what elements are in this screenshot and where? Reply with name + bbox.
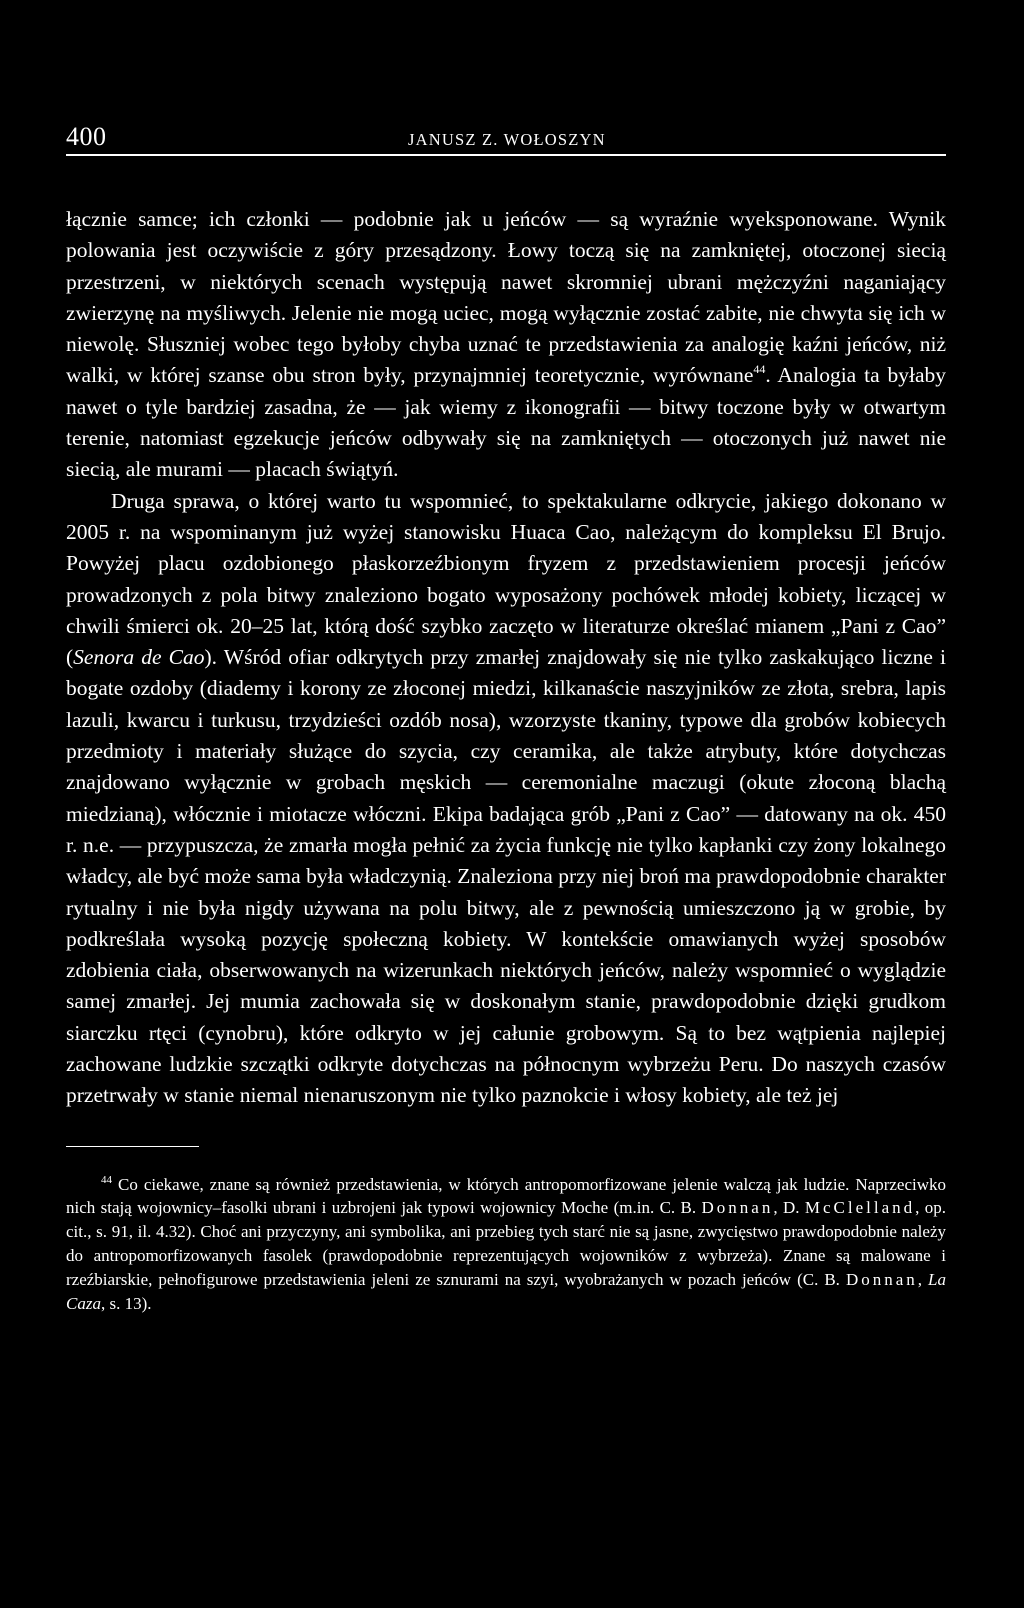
footnote-text: Co ciekawe, znane są również przedstawienia, w których antropomorfizowane jelenie walczą jak ludzie. Naprzeciwko nich stają wojownicy–fasolki ubrani i uzbrojeni jak typowi wojownicy Moche (m.in. C. B.	[66, 1174, 946, 1218]
page-number: 400	[66, 122, 107, 151]
page-header	[66, 118, 946, 156]
header-rule	[66, 154, 946, 156]
footnote-reference[interactable]: 44	[753, 362, 766, 377]
author-name: Donnan	[845, 1269, 918, 1289]
paragraph	[66, 486, 946, 1112]
footnote-rule	[66, 1146, 199, 1147]
body-text	[66, 204, 946, 1112]
italic-term: Senora de Cao	[73, 645, 205, 670]
author-name: McClelland	[804, 1198, 916, 1218]
paragraph-text: łącznie samce; ich członki — podobnie jak u jeńców — są wyraźnie wyeksponowane. Wynik polowania jest oczywiście z góry przesądzony. Łowy toczą się na zamkniętej, otoczonej siecią przestrzeni, w niektórych scenach występują nawet skromniej ubrani mężczyźni naganiający zwierzynę na myśliwych. Jelenie nie mogą uciec, mogą wyłącznie zostać zabite, nie chwyta się ich w niewolę. Słuszniej wobec tego byłoby chyba uznać te przedstawienia za analogię kaźni jeńców, niż walki, w której szanse obu stron były, przynajmniej teoretycznie, wyrównane	[66, 207, 946, 388]
paragraph-text: Druga sprawa, o której warto tu wspomnieć, to spektakularne odkrycie, jakiego dokonano w 2005 r. na wspominanym już wyżej stanowisku Huaca Cao, należącym do kompleksu El Brujo. Powyżej placu ozdobionego płaskorzeźbionym fryzem z przedstawieniem procesji jeńców prowadzonych z pola bitwy znaleziono bogato wyposażony pochówek młodej kobiety, liczącej w chwili śmierci ok. 20–25 lat, którą dość szybko zaczęto w literaturze określać mianem „Pani z Cao” (	[66, 488, 946, 670]
paragraph-text: . Analogia ta byłaby nawet o tyle bardziej zasadna, że — jak wiemy z ikonografii — bitwy toczone były w otwartym terenie, natomiast egzekucje jeńców odbywały się na zamkniętych — otoczonych już nawet nie siecią, ale murami — placach świątyń.	[66, 363, 946, 482]
footnote-text: , op. cit., s. 91, il. 4.32). Choć ani przyczyny, ani symbolika, ani przebieg tych starć nie są jasne, zwycięstwo prawdopodobnie należy do antropomorfizowanych fasolek (prawdopodobnie reprezentujących wojowników z wybrzeża). Znane są malowane i rzeźbiarskie, pełnofigurowe przedstawienia jeleni ze sznurami na szyi, wyobrażanych w pozach jeńców (C. B.	[66, 1198, 946, 1289]
document-page	[66, 118, 946, 1315]
paragraph-text: ). Wśród ofiar odkrytych przy zmarłej znajdowały się nie tylko zaskakująco liczne i bogate ozdoby (diademy i korony ze złoconej miedzi, kilkanaście naszyjników ze złota, srebra, lapis lazuli, kwarcu i turkusu, trzydzieści ozdób nosa), wzorzyste tkaniny, typowe dla grobów kobiecych przedmioty i materiały służące do szycia, czy ceramika, ale także atrybuty, które dotychczas znajdowano wyłącznie w grobach męskich — ceremonialne maczugi (okute złoconą blachą miedzianą), włócznie i miotacze włóczni. Ekipa badająca grób „Pani z Cao” — datowany na ok. 450 r. n.e. — przypuszcza, że zmarła mogła pełnić za życia funkcję nie tylko kapłanki czy żony lokalnego władcy, ale być może sama była władczynią. Znaleziona przy niej broń ma prawdopodobnie charakter rytualny i nie była nigdy używana na polu bitwy, ale z pewnością umieszczono ją w grobie, by podkreślała wysoką pozycję społeczną kobiety. W kontekście omawianych wyżej sposobów zdobienia ciała, obserwowanych na wizerunkach niektórych jeńców, należy wspomnieć o wyglądzie samej zmarłej. Jej mumia zachowała się w doskonałym stanie, prawdopodobnie dzięki grudkom siarczku rtęci (cynobru), które odkryto w jej całunie grobowym. Są to bez wątpienia najlepiej zachowane ludzkie szczątki odkryte dotychczas na północnym wybrzeżu Peru. Do naszych czasów przetrwały w stanie niemal nienaruszonym nie tylko paznokcie i włosy kobiety, ale też jej	[66, 645, 946, 1108]
footnote-text: ,	[917, 1269, 929, 1289]
footnote	[66, 1173, 946, 1316]
work-title: La Caza	[66, 1269, 946, 1313]
footnote-text: , D.	[773, 1198, 805, 1218]
paragraph	[66, 204, 946, 486]
footnote-number: 44	[101, 1173, 112, 1186]
footnote-text: , s. 13).	[100, 1293, 152, 1313]
author-name: Donnan	[701, 1198, 774, 1218]
running-head: JANUSZ Z. WOŁOSZYN	[408, 130, 606, 149]
